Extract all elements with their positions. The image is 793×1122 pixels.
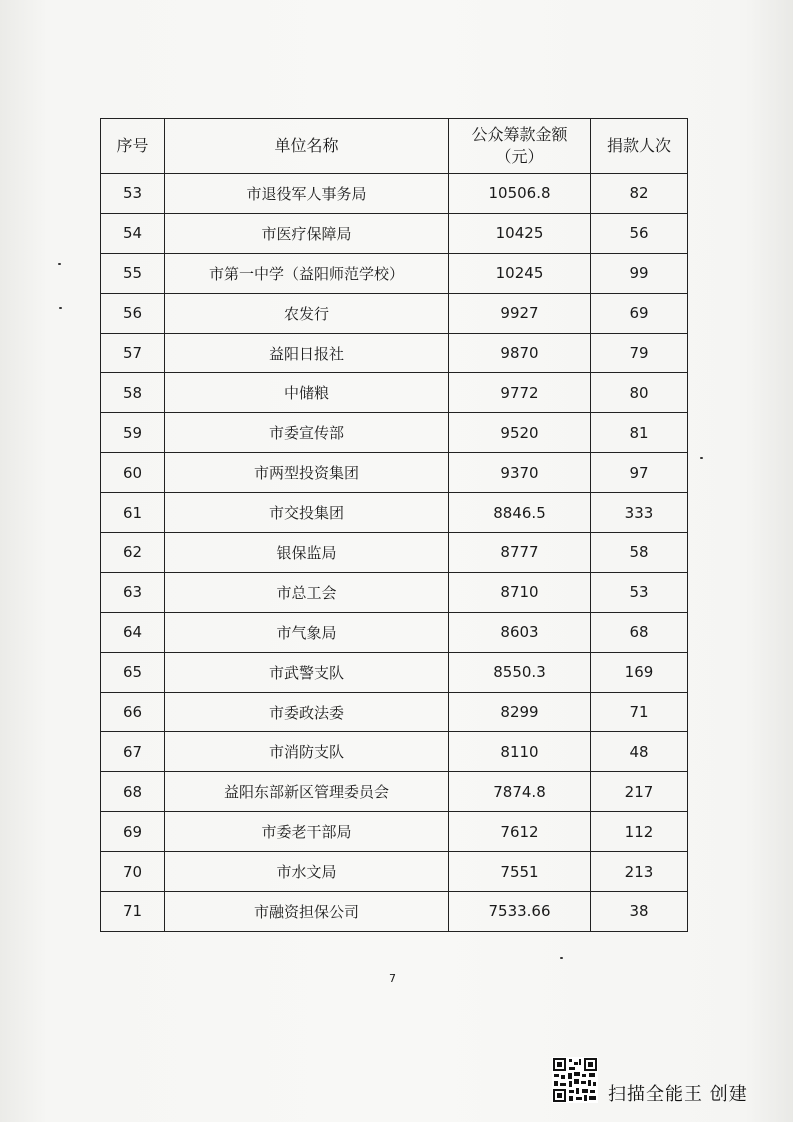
table-header-row: [101, 119, 688, 174]
row-index: 57: [101, 333, 165, 373]
row-amount: 7551: [449, 852, 591, 892]
row-amount: 7612: [449, 812, 591, 852]
row-donor-count: 69: [591, 293, 688, 333]
row-amount: 9927: [449, 293, 591, 333]
scan-speck: [58, 263, 61, 265]
row-unit-name: 市消防支队: [165, 732, 449, 772]
row-unit-name: 益阳东部新区管理委员会: [165, 772, 449, 812]
table-row: [101, 413, 688, 453]
row-index: 56: [101, 293, 165, 333]
row-amount: 8603: [449, 612, 591, 652]
table-row: [101, 213, 688, 253]
row-index: 70: [101, 852, 165, 892]
table-row: [101, 732, 688, 772]
row-index: 59: [101, 413, 165, 453]
row-unit-name: 银保监局: [165, 533, 449, 573]
table-row: [101, 852, 688, 892]
row-unit-name: 市融资担保公司: [165, 892, 449, 932]
table-row: [101, 572, 688, 612]
table-row: [101, 453, 688, 493]
qr-code-icon: [552, 1057, 598, 1103]
row-index: 61: [101, 493, 165, 533]
row-unit-name: 市医疗保障局: [165, 213, 449, 253]
row-index: 53: [101, 174, 165, 214]
row-amount: 8110: [449, 732, 591, 772]
row-amount: 8846.5: [449, 493, 591, 533]
row-amount: 10425: [449, 213, 591, 253]
row-index: 55: [101, 253, 165, 293]
row-unit-name: 市两型投资集团: [165, 453, 449, 493]
row-unit-name: 市委老干部局: [165, 812, 449, 852]
row-index: 63: [101, 572, 165, 612]
row-unit-name: 农发行: [165, 293, 449, 333]
donation-table: [100, 118, 688, 932]
table-row: [101, 652, 688, 692]
row-donor-count: 81: [591, 413, 688, 453]
row-donor-count: 217: [591, 772, 688, 812]
row-index: 68: [101, 772, 165, 812]
header-donor-count: 捐款人次: [591, 119, 688, 174]
table-row: [101, 174, 688, 214]
table-row: [101, 333, 688, 373]
row-amount: 9520: [449, 413, 591, 453]
row-donor-count: 80: [591, 373, 688, 413]
table-row: [101, 692, 688, 732]
scan-speck: [560, 957, 563, 959]
row-unit-name: 市交投集团: [165, 493, 449, 533]
table-row: [101, 892, 688, 932]
row-index: 71: [101, 892, 165, 932]
row-amount: 9772: [449, 373, 591, 413]
row-unit-name: 市水文局: [165, 852, 449, 892]
scan-speck: [59, 307, 62, 309]
row-donor-count: 99: [591, 253, 688, 293]
table-row: [101, 293, 688, 333]
header-amount-line2: （元）: [495, 147, 544, 166]
row-unit-name: 市总工会: [165, 572, 449, 612]
table-row: [101, 612, 688, 652]
table-row: [101, 812, 688, 852]
row-unit-name: 市武警支队: [165, 652, 449, 692]
scan-speck: [700, 457, 703, 459]
row-donor-count: 213: [591, 852, 688, 892]
row-unit-name: 益阳日报社: [165, 333, 449, 373]
row-unit-name: 市退役军人事务局: [165, 174, 449, 214]
row-donor-count: 97: [591, 453, 688, 493]
row-unit-name: 市委宣传部: [165, 413, 449, 453]
row-unit-name: 市第一中学（益阳师范学校）: [165, 253, 449, 293]
row-donor-count: 38: [591, 892, 688, 932]
header-index: 序号: [101, 119, 165, 174]
row-donor-count: 71: [591, 692, 688, 732]
row-amount: 8550.3: [449, 652, 591, 692]
row-amount: 9370: [449, 453, 591, 493]
row-index: 54: [101, 213, 165, 253]
row-amount: 8777: [449, 533, 591, 573]
row-unit-name: 市委政法委: [165, 692, 449, 732]
row-index: 69: [101, 812, 165, 852]
row-amount: 10506.8: [449, 174, 591, 214]
row-donor-count: 333: [591, 493, 688, 533]
table-row: [101, 533, 688, 573]
row-donor-count: 169: [591, 652, 688, 692]
scanner-watermark-label: 扫描全能王 创建: [608, 1084, 748, 1105]
row-donor-count: 79: [591, 333, 688, 373]
row-donor-count: 58: [591, 533, 688, 573]
row-unit-name: 市气象局: [165, 612, 449, 652]
table-row: [101, 493, 688, 533]
table-row: [101, 253, 688, 293]
row-donor-count: 53: [591, 572, 688, 612]
table-body: [101, 174, 688, 932]
row-donor-count: 48: [591, 732, 688, 772]
row-index: 60: [101, 453, 165, 493]
page-number: 7: [389, 972, 396, 985]
row-donor-count: 112: [591, 812, 688, 852]
row-amount: 7874.8: [449, 772, 591, 812]
row-unit-name: 中储粮: [165, 373, 449, 413]
row-index: 62: [101, 533, 165, 573]
row-index: 64: [101, 612, 165, 652]
row-amount: 9870: [449, 333, 591, 373]
row-donor-count: 68: [591, 612, 688, 652]
header-amount: [449, 119, 591, 174]
table-row: [101, 772, 688, 812]
header-amount-line1: 公众筹款金额: [471, 125, 568, 144]
row-amount: 8299: [449, 692, 591, 732]
row-index: 67: [101, 732, 165, 772]
row-amount: 7533.66: [449, 892, 591, 932]
row-donor-count: 82: [591, 174, 688, 214]
row-amount: 8710: [449, 572, 591, 612]
table-row: [101, 373, 688, 413]
row-index: 58: [101, 373, 165, 413]
row-index: 66: [101, 692, 165, 732]
header-unit-name: 单位名称: [165, 119, 449, 174]
row-amount: 10245: [449, 253, 591, 293]
row-donor-count: 56: [591, 213, 688, 253]
row-index: 65: [101, 652, 165, 692]
